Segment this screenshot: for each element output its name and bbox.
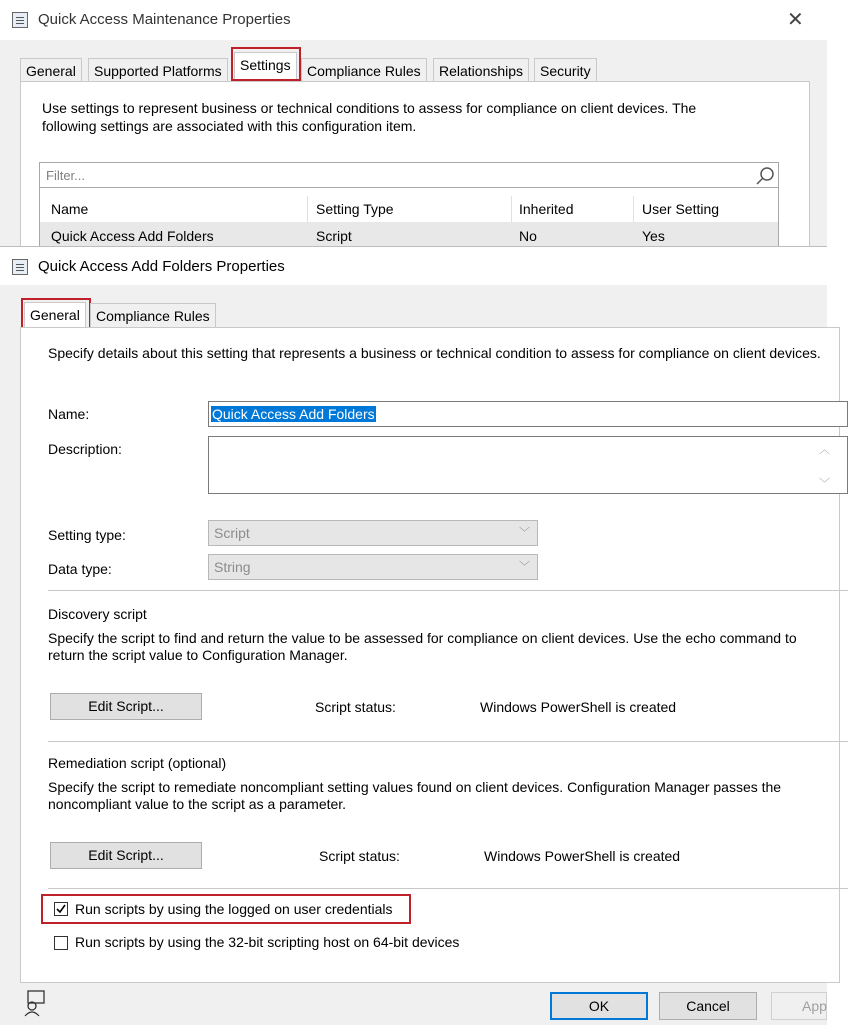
- properties-icon: [12, 259, 28, 275]
- checkmark-icon: [55, 903, 67, 915]
- settings-tab-panel: [20, 81, 810, 261]
- user-credentials-checkbox[interactable]: [54, 902, 68, 916]
- tab-general[interactable]: General: [24, 302, 86, 330]
- description-field[interactable]: [208, 436, 848, 494]
- tab-compliance-rules[interactable]: Compliance Rules: [90, 303, 216, 327]
- scroll-down-icon[interactable]: ﹀: [819, 478, 830, 490]
- front-dialog-title: Quick Access Add Folders Properties: [38, 258, 285, 275]
- front-dialog-titlebar: [0, 247, 827, 285]
- name-value: Quick Access Add Folders: [212, 406, 375, 422]
- discovery-status-value: Windows PowerShell is created: [480, 699, 677, 715]
- settings-tab-highlight: [231, 47, 301, 81]
- ok-button[interactable]: OK: [550, 992, 648, 1020]
- remediation-status-label: Script status:: [319, 848, 400, 864]
- chevron-down-icon: ﹀: [519, 561, 530, 573]
- discovery-heading: Discovery script: [48, 606, 147, 622]
- general-tab-highlight: [21, 298, 91, 330]
- chevron-down-icon: ﹀: [519, 527, 530, 539]
- description-label: Description:: [48, 441, 122, 457]
- group-divider: [48, 888, 848, 889]
- discovery-edit-script-button[interactable]: Edit Script...: [50, 693, 202, 720]
- discovery-text: Specify the script to find and return the value to be assessed for compliance on client devices. Use the echo command to return the script value to Configuration Manager.: [48, 630, 797, 663]
- close-icon[interactable]: ✕: [787, 9, 804, 31]
- tab-supported-platforms[interactable]: Supported Platforms: [88, 58, 228, 82]
- column-header-inherited[interactable]: Inherited: [519, 201, 574, 217]
- settings-description: Use settings to represent business or technical conditions to assess for compliance on client devices. The following settings are associated with this configuration item.: [42, 100, 697, 134]
- filter-input[interactable]: [39, 162, 779, 188]
- group-divider: [48, 590, 848, 591]
- column-header-name[interactable]: Name: [51, 201, 89, 217]
- back-dialog-title: Quick Access Maintenance Properties: [38, 11, 291, 28]
- tab-relationships[interactable]: Relationships: [433, 58, 529, 82]
- data-type-label: Data type:: [48, 561, 112, 577]
- tab-settings[interactable]: Settings: [234, 52, 297, 80]
- filter-placeholder: Filter...: [46, 168, 86, 183]
- remediation-heading: Remediation script (optional): [48, 755, 227, 771]
- data-type-combo: [208, 554, 538, 580]
- row-inherited: No: [519, 228, 537, 244]
- row-user-setting: Yes: [642, 228, 665, 244]
- help-feedback-icon[interactable]: [22, 989, 48, 1017]
- search-icon[interactable]: [755, 166, 775, 186]
- column-header-setting-type[interactable]: Setting Type: [316, 201, 394, 217]
- group-divider: [48, 741, 848, 742]
- apply-button[interactable]: App: [771, 992, 827, 1020]
- 32bit-host-checkbox[interactable]: [54, 936, 68, 950]
- row-setting-type: Script: [316, 228, 352, 244]
- setting-type-label: Setting type:: [48, 527, 126, 543]
- setting-type-value: Script: [214, 525, 250, 541]
- 32bit-host-label[interactable]: Run scripts by using the 32-bit scripting host on 64-bit devices: [75, 934, 460, 950]
- back-dialog-titlebar: [0, 0, 827, 40]
- column-header-user-setting[interactable]: User Setting: [642, 201, 720, 217]
- name-field[interactable]: [208, 401, 848, 427]
- remediation-edit-script-button[interactable]: Edit Script...: [50, 842, 202, 869]
- discovery-status-label: Script status:: [315, 699, 396, 715]
- user-credentials-label[interactable]: Run scripts by using the logged on user credentials: [75, 901, 393, 917]
- tab-compliance-rules[interactable]: Compliance Rules: [301, 58, 427, 82]
- table-row[interactable]: [40, 222, 778, 248]
- data-type-value: String: [214, 559, 251, 575]
- properties-icon: [12, 12, 28, 28]
- front-dialog: [0, 246, 830, 1025]
- remediation-text: Specify the script to remediate noncompliant setting values found on client devices. Configuration Manager passes the noncompliant value to the script as a parameter.: [48, 779, 782, 812]
- remediation-status-value: Windows PowerShell is created: [484, 848, 681, 864]
- cancel-button[interactable]: Cancel: [659, 992, 757, 1020]
- setting-type-combo: [208, 520, 538, 546]
- tab-security[interactable]: Security: [534, 58, 597, 82]
- tab-general[interactable]: General: [20, 58, 82, 82]
- back-dialog: [0, 0, 827, 260]
- scroll-up-icon[interactable]: ︿: [819, 444, 830, 456]
- general-intro: Specify details about this setting that represents a business or technical condition to assess for compliance on client devices.: [48, 345, 821, 361]
- general-tab-panel: [20, 327, 840, 983]
- row-name: Quick Access Add Folders: [51, 228, 214, 244]
- name-label: Name:: [48, 406, 90, 422]
